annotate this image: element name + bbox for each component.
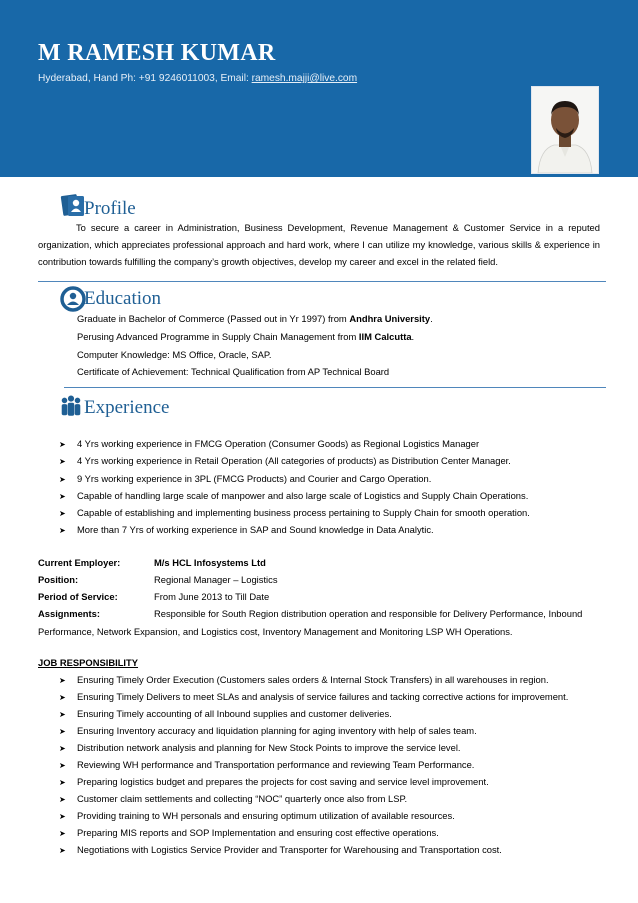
arrow-bullet-icon: ➤: [59, 761, 66, 770]
divider: [38, 281, 606, 282]
experience-item: ➤ 4 Yrs working experience in FMCG Operation (Consumer Goods) as Regional Logistics Manager: [59, 438, 480, 449]
employer-label: Current Employer:: [38, 557, 121, 568]
profile-photo: [531, 86, 599, 174]
arrow-bullet-icon: ➤: [59, 829, 66, 838]
education-item: [77, 349, 272, 360]
experience-item: ➤ 4 Yrs working experience in Retail Operation (All categories of products) as Distribution Center Manager.: [59, 455, 511, 466]
arrow-bullet-icon: ➤: [59, 795, 66, 804]
education-text-end: .: [411, 331, 415, 342]
arrow-bullet-icon: ➤: [59, 526, 66, 535]
arrow-bullet-icon: ➤: [59, 710, 66, 719]
arrow-bullet-icon: ➤: [59, 693, 66, 702]
job-responsibility-heading: JOB RESPONSIBILITY: [38, 657, 139, 668]
experience-title: Experience: [84, 397, 170, 418]
assignments: [38, 605, 600, 641]
job-item: ➤ Providing training to WH personals and ensuring optimum utilization of available resources.: [59, 810, 455, 821]
assignments-value: Responsible for South Region distribution operation and responsible for Delivery Performance, Inbound Performance, Network Expansion, and Logistics cost, Inventory Management and Monitoring LSP WH Operations.: [38, 608, 583, 637]
education-icon: [60, 286, 86, 312]
arrow-bullet-icon: ➤: [59, 509, 66, 518]
job-item: ➤ Ensuring Timely Delivers to meet SLAs and analysis of service failures and tacking corrective actions for improvement.: [59, 691, 569, 702]
job-item: ➤ Distribution network analysis and planning for New Stock Points to improve the service level.: [59, 742, 461, 753]
divider: [64, 387, 606, 388]
period-value: From June 2013 to Till Date: [154, 591, 270, 602]
position-label: Position:: [38, 574, 79, 585]
arrow-bullet-icon: ➤: [59, 846, 66, 855]
person-photo-icon: [532, 87, 598, 173]
email-link[interactable]: ramesh.majji@live.com: [251, 73, 358, 84]
job-item: ➤ Reviewing WH performance and Transportation performance and reviewing Team Performance.: [59, 759, 475, 770]
experience-item: ➤ Capable of handling large scale of manpower and also large scale of Logistics and Supply Chain Operations.: [59, 490, 529, 501]
arrow-bullet-icon: ➤: [59, 457, 66, 466]
experience-item: ➤ Capable of establishing and implementing business process pertaining to Supply Chain for smooth operation.: [59, 507, 530, 518]
arrow-bullet-icon: ➤: [59, 475, 66, 484]
job-item: ➤ Customer claim settlements and collecting “NOC” quarterly once also from LSP.: [59, 793, 408, 804]
education-title: Education: [84, 288, 162, 309]
position-value: Regional Manager – Logistics: [154, 574, 278, 585]
job-item: ➤ Preparing MIS reports and SOP Implementation and ensuring cost effective operations.: [59, 827, 439, 838]
job-item: ➤ Ensuring Timely accounting of all Inbound supplies and customer deliveries.: [59, 708, 392, 719]
job-item: ➤ Preparing logistics budget and prepares the projects for cost saving and service level improvement.: [59, 776, 489, 787]
contact-prefix: Hyderabad, Hand Ph: +91 9246011003, Email:: [38, 73, 252, 84]
profile-icon: [60, 192, 86, 218]
education-institution: IIM Calcutta: [358, 331, 412, 342]
arrow-bullet-icon: ➤: [59, 778, 66, 787]
assignments-label: Assignments:: [38, 608, 100, 619]
experience-item: ➤ 9 Yrs working experience in 3PL (FMCG Products) and Courier and Cargo Operation.: [59, 473, 432, 484]
arrow-bullet-icon: ➤: [59, 744, 66, 753]
arrow-bullet-icon: ➤: [59, 727, 66, 736]
job-item: ➤ Ensuring Inventory accuracy and liquidation planning for aging inventory with help of sales team.: [59, 725, 477, 736]
education-institution: Andhra University: [349, 313, 431, 324]
education-item: [77, 313, 433, 324]
education-text: Perusing Advanced Programme in Supply Chain Management from: [77, 331, 359, 342]
profile-text: To secure a career in Administration, Business Development, Revenue Management & Customer Service in a reputed organization, which appreciates professional approach and hard work, where I can utilize my knowledge, various skills & experience in contribution towards fulfilling the company’s growth objectives, develop my career and excel in the related field.: [38, 222, 600, 267]
arrow-bullet-icon: ➤: [59, 812, 66, 821]
education-item: [77, 331, 414, 342]
education-text: Computer Knowledge: MS Office, Oracle, SAP.: [77, 349, 272, 360]
arrow-bullet-icon: ➤: [59, 492, 66, 501]
employer-value: M/s HCL Infosystems Ltd: [154, 557, 266, 568]
period-label: Period of Service:: [38, 591, 118, 602]
arrow-bullet-icon: ➤: [59, 676, 66, 685]
education-text-end: .: [430, 313, 433, 324]
team-icon: [58, 393, 84, 419]
profile-title: Profile: [84, 198, 136, 219]
job-item: ➤ Negotiations with Logistics Service Provider and Transporter for Warehousing and Transportation cost.: [59, 844, 502, 855]
education-text: Graduate in Bachelor of Commerce (Passed out in Yr 1997) from: [77, 313, 350, 324]
education-item: [77, 366, 389, 377]
arrow-bullet-icon: ➤: [59, 440, 66, 449]
contact-line: [38, 73, 357, 84]
education-text: Certificate of Achievement: Technical Qualification from AP Technical Board: [77, 366, 390, 377]
job-item: ➤ Ensuring Timely Order Execution (Customers sales orders & Internal Stock Transfers) in all warehouses in region.: [59, 674, 549, 685]
experience-item: ➤ More than 7 Yrs of working experience in SAP and Sound knowledge in Data Analytic.: [59, 524, 434, 535]
candidate-name: M RAMESH KUMAR: [38, 40, 276, 66]
